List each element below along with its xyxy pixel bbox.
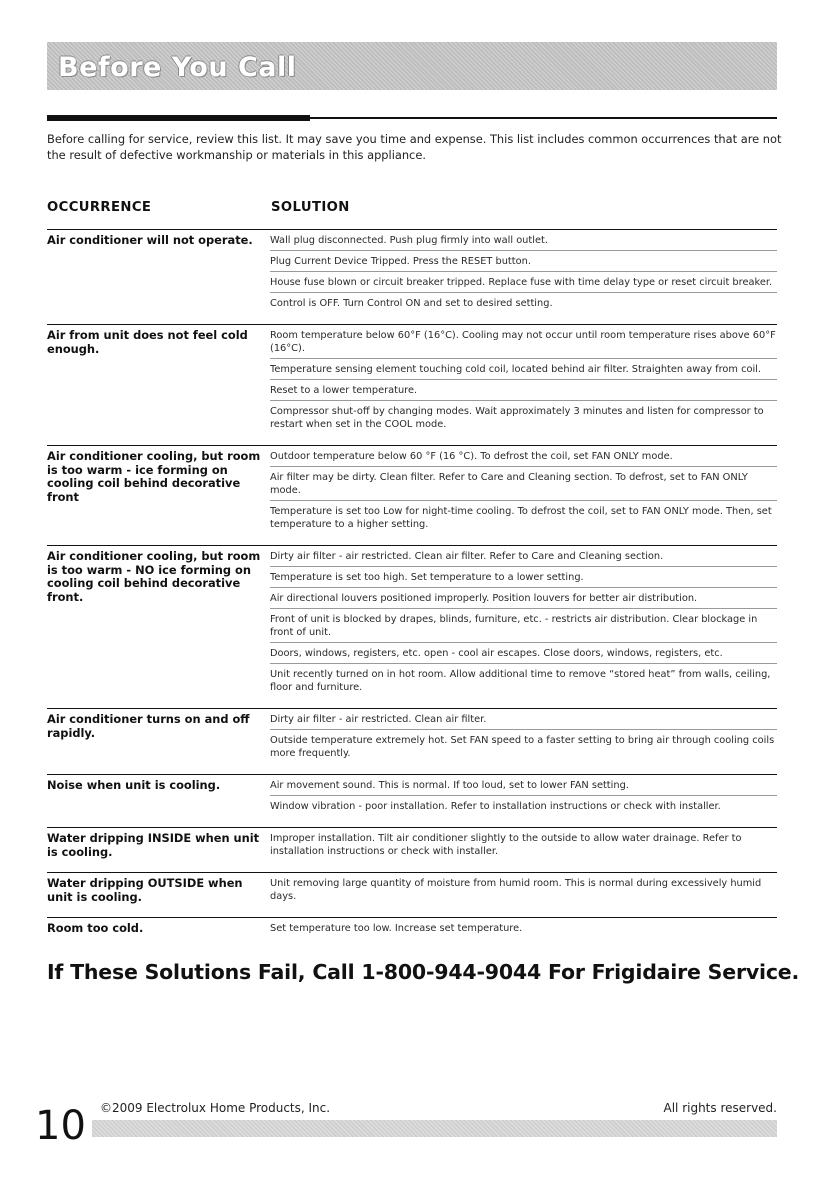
solution-item: Doors, windows, registers, etc. open - cool air escapes. Close doors, windows, registers, etc. bbox=[270, 643, 777, 664]
solution-list bbox=[270, 446, 777, 534]
solution-item: Control is OFF. Turn Control ON and set to desired setting. bbox=[270, 298, 553, 309]
solution-item: Improper installation. Tilt air conditioner slightly to the outside to allow water drainage. Refer to installation instructions or check with installer. bbox=[270, 833, 742, 857]
occurrence-label: Air conditioner cooling, but room is too warm - ice forming on cooling coil behind decorative front bbox=[47, 449, 261, 504]
header-rule-accent bbox=[47, 115, 310, 121]
occurrence-section bbox=[47, 229, 777, 313]
intro-paragraph: Before calling for service, review this list. It may save you time and expense. This list includes common occurrences that are not the result of defective workmanship or materials in this appliance. bbox=[47, 132, 782, 162]
occurrence-column-header: OCCURRENCE bbox=[47, 200, 152, 215]
solution-item: House fuse blown or circuit breaker tripped. Replace fuse with time delay type or reset circuit breaker. bbox=[270, 272, 777, 293]
solution-column-header: SOLUTION bbox=[271, 200, 350, 215]
solution-item: Reset to a lower temperature. bbox=[270, 380, 777, 401]
solution-item: Temperature is set too high. Set temperature to a lower setting. bbox=[270, 567, 777, 588]
solution-item: Dirty air filter - air restricted. Clean air filter. Refer to Care and Cleaning section. bbox=[270, 546, 777, 567]
solution-item: Compressor shut-off by changing modes. Wait approximately 3 minutes and listen for compressor to restart when set in the COOL mode. bbox=[270, 406, 764, 430]
solution-item: Air directional louvers positioned improperly. Position louvers for better air distribution. bbox=[270, 588, 777, 609]
solution-list bbox=[270, 546, 777, 697]
solution-item: Wall plug disconnected. Push plug firmly into wall outlet. bbox=[270, 230, 777, 251]
solution-list bbox=[270, 230, 777, 313]
occurrence-label: Room too cold. bbox=[47, 921, 144, 935]
solution-item: Air movement sound. This is normal. If too loud, set to lower FAN setting. bbox=[270, 775, 777, 796]
solution-item: Window vibration - poor installation. Refer to installation instructions or check with installer. bbox=[270, 801, 721, 812]
solution-item: Outside temperature extremely hot. Set FAN speed to a faster setting to bring air through cooling coils more frequently. bbox=[270, 735, 775, 759]
service-call-banner: If These Solutions Fail, Call 1-800-944-9044 For Frigidaire Service. bbox=[47, 960, 800, 984]
occurrence-section bbox=[47, 545, 777, 697]
rights-text: All rights reserved. bbox=[663, 1101, 777, 1115]
solution-list bbox=[270, 709, 777, 763]
solution-item: Room temperature below 60°F (16°C). Cooling may not occur until room temperature rises above 60°F (16°C). bbox=[270, 325, 777, 359]
occurrence-section bbox=[47, 708, 777, 763]
occurrence-section bbox=[47, 872, 777, 906]
page-title: Before You Call bbox=[58, 52, 297, 83]
occurrence-label: Air from unit does not feel cold enough. bbox=[47, 328, 248, 356]
solution-item: Unit removing large quantity of moisture from humid room. This is normal during excessively humid days. bbox=[270, 878, 762, 902]
solution-item: Plug Current Device Tripped. Press the RESET button. bbox=[270, 251, 777, 272]
solution-item: Temperature sensing element touching cold coil, located behind air filter. Straighten away from coil. bbox=[270, 359, 777, 380]
solution-item: Outdoor temperature below 60 °F (16 °C). To defrost the coil, set FAN ONLY mode. bbox=[270, 446, 777, 467]
solution-list bbox=[270, 873, 777, 906]
occurrence-section bbox=[47, 774, 777, 816]
occurrence-label: Air conditioner turns on and off rapidly. bbox=[47, 712, 250, 740]
solution-item: Temperature is set too Low for night-time cooling. To defrost the coil, set to FAN ONLY mode. Then, set temperature to a higher setting. bbox=[270, 506, 772, 530]
solution-list bbox=[270, 918, 777, 938]
solution-item: Dirty air filter - air restricted. Clean air filter. bbox=[270, 709, 777, 730]
occurrence-label: Air conditioner cooling, but room is too warm - NO ice forming on cooling coil behind decorative front. bbox=[47, 549, 261, 604]
solution-list bbox=[270, 325, 777, 434]
occurrence-section bbox=[47, 324, 777, 434]
solution-item: Set temperature too low. Increase set temperature. bbox=[270, 923, 523, 934]
occurrence-section bbox=[47, 445, 777, 534]
copyright-text: ©2009 Electrolux Home Products, Inc. bbox=[100, 1101, 331, 1115]
footer-bar bbox=[92, 1120, 777, 1137]
troubleshooting-table bbox=[47, 229, 777, 949]
occurrence-label: Noise when unit is cooling. bbox=[47, 778, 221, 792]
occurrence-label: Air conditioner will not operate. bbox=[47, 233, 253, 247]
occurrence-section bbox=[47, 827, 777, 861]
occurrence-label: Water dripping INSIDE when unit is cooling. bbox=[47, 831, 260, 859]
solution-list bbox=[270, 775, 777, 816]
occurrence-label: Water dripping OUTSIDE when unit is cooling. bbox=[47, 876, 243, 904]
solution-list bbox=[270, 828, 777, 861]
solution-item: Unit recently turned on in hot room. Allow additional time to remove “stored heat” from walls, ceiling, floor and furniture. bbox=[270, 669, 771, 693]
solution-item: Front of unit is blocked by drapes, blinds, furniture, etc. - restricts air distribution. Clear blockage in front of unit. bbox=[270, 609, 777, 643]
solution-item: Air filter may be dirty. Clean filter. Refer to Care and Cleaning section. To defrost, set to FAN ONLY mode. bbox=[270, 467, 777, 501]
page-number: 10 bbox=[35, 1103, 86, 1149]
occurrence-section bbox=[47, 917, 777, 938]
